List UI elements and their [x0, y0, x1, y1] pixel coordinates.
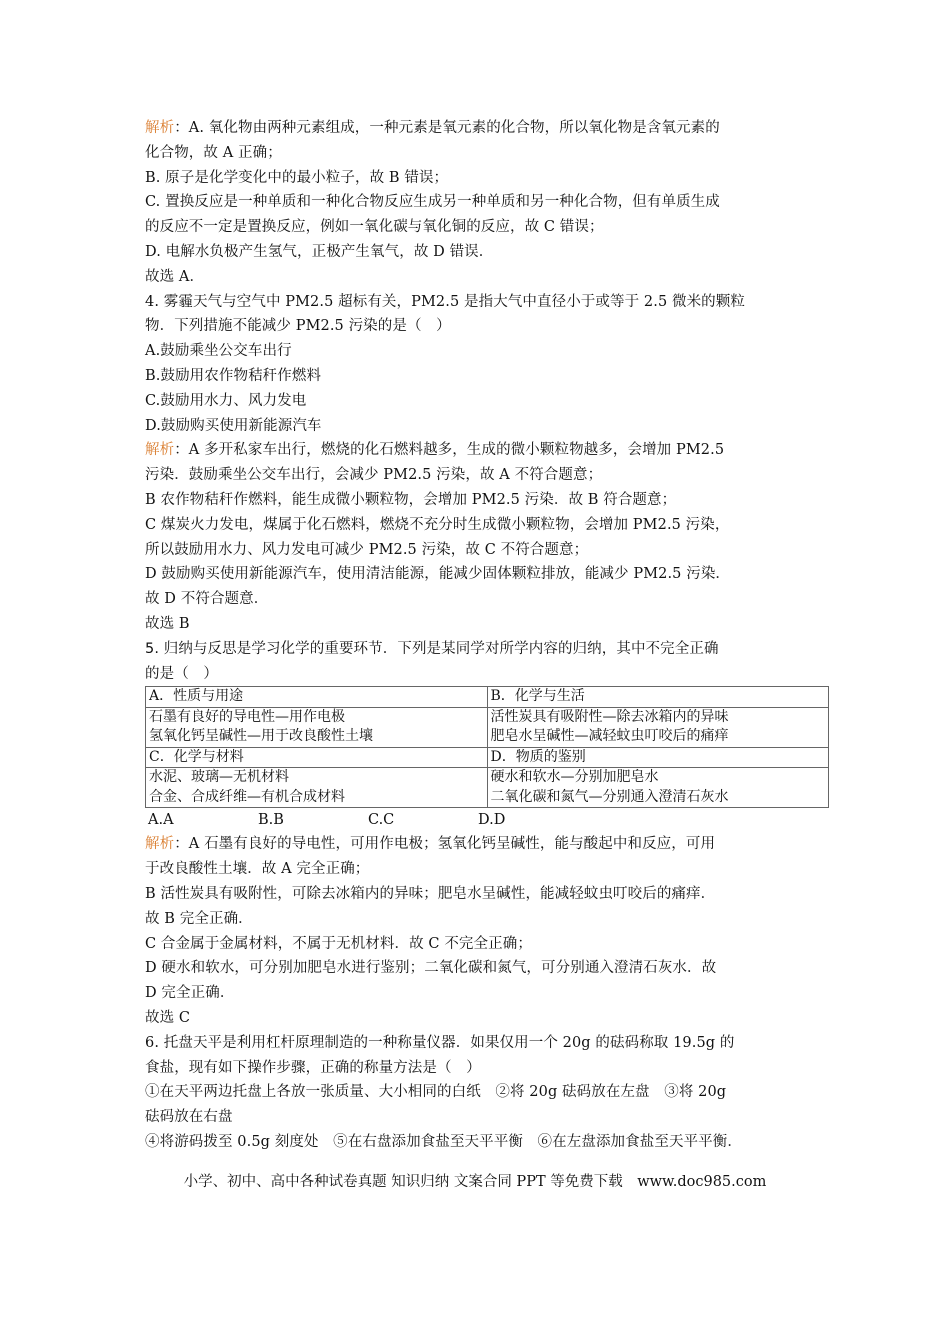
q4-analysis-line: 解析：A 多开私家车出行，燃烧的化石燃料越多，生成的微小颗粒物越多，会增加 PM2.5 [145, 442, 725, 459]
page-footer: 小学、初中、高中各种试卷真题 知识归纳 文案合同 PPT 等免费下载 www.doc985.com [183, 1174, 767, 1190]
q5-analysis-line: B 活性炭具有吸附性，可除去冰箱内的异味；肥皂水呈碱性，能减轻蚊虫叮咬后的痛痒． [145, 885, 716, 902]
table-cell-a-head: A．性质与用途 [146, 687, 488, 708]
q6-steps: 砝码放在右盘 [145, 1109, 233, 1126]
q5-analysis-line: 解析：A 石墨有良好的导电性，可用作电极；氢氧化钙呈碱性，能与酸起中和反应，可用 [145, 836, 716, 853]
q5-option: D.D [478, 812, 506, 829]
q4-analysis-line: C 煤炭火力发电，煤属于化石燃料，燃烧不充分时生成微小颗粒物，会增加 PM2.5 污染， [145, 516, 730, 533]
q5-stem: 的是（ ） [145, 665, 218, 682]
document-body [145, 116, 805, 1155]
q6-stem: 6. 托盘天平是利用杠杆原理制造的一种称量仪器．如果仅用一个 20g 的砝码称取 19.5g 的 [145, 1034, 735, 1051]
table-cell-c-body: 水泥、玻璃—无机材料 合金、合成纤维—有机合成材料 [146, 768, 488, 808]
q6-steps: ④将游码拨至 0.5g 刻度处 ⑤在右盘添加食盐至天平平衡 ⑥在左盘添加食盐至天平平衡． [145, 1133, 742, 1150]
q3-analysis-line: 的反应不一定是置换反应，例如一氧化碳与氧化铜的反应，故 C 错误； [145, 219, 604, 236]
q5-option: B.B [258, 812, 284, 829]
q6-steps: ①在天平两边托盘上各放一张质量、大小相同的白纸 ②将 20g 砝码放在左盘 ③将 20g [145, 1084, 727, 1101]
table-cell-d-head: D．物质的鉴别 [487, 747, 829, 768]
q4-stem: 物．下列措施不能减少 PM2.5 污染的是（ ） [145, 318, 451, 335]
q6-stem: 食盐，现有如下操作步骤，正确的称量方法是（ ） [145, 1059, 481, 1076]
q3-analysis-line: 解析：A. 氧化物由两种元素组成，一种元素是氧元素的化合物，所以氧化物是含氧元素的 [145, 120, 720, 136]
q5-analysis-line: D 完全正确． [145, 985, 235, 1002]
q5-answer: 故选 C [145, 1009, 191, 1026]
q4-option: A.鼓励乘坐公交车出行 [145, 343, 292, 360]
table-cell-d-body: 硬水和软水—分别加肥皂水 二氧化碳和氮气—分别通入澄清石灰水 [487, 768, 829, 808]
q3-analysis-line: C. 置换反应是一种单质和一种化合物反应生成另一种单质和另一种化合物，但有单质生成 [145, 194, 720, 211]
q5-analysis-line: D 硬水和软水，可分别加肥皂水进行鉴别；二氧化碳和氮气，可分别通入澄清石灰水．故 [145, 960, 717, 977]
q5-analysis-line: 于改良酸性土壤．故 A 完全正确； [145, 861, 370, 878]
q5-table [145, 686, 829, 808]
q5-analysis-line: 故 B 完全正确． [145, 910, 253, 927]
q5-options [145, 808, 805, 832]
analysis-label: 解析 [145, 836, 175, 853]
table-cell-b-head: B．化学与生活 [487, 687, 829, 708]
q5-option: C.C [368, 812, 395, 829]
q3-analysis-line: 化合物，故 A 正确； [145, 144, 282, 161]
q5-option: A.A [148, 812, 174, 829]
analysis-label: 解析 [145, 442, 175, 459]
q4-option: C.鼓励用水力、风力发电 [145, 392, 307, 409]
q3-answer: 故选 A． [145, 268, 205, 285]
table-cell-b-body: 活性炭具有吸附性—除去冰箱内的异味 肥皂水呈碱性—减轻蚊虫叮咬后的痛痒 [487, 707, 829, 747]
q3-analysis-line: B. 原子是化学变化中的最小粒子，故 B 错误； [145, 169, 449, 186]
q4-answer: 故选 B [145, 615, 190, 632]
q5-stem: 5. 归纳与反思是学习化学的重要环节．下列是某同学对所学内容的归纳，其中不完全正确 [145, 640, 719, 657]
q5-analysis-line: C 合金属于金属材料，不属于无机材料．故 C 不完全正确； [145, 935, 532, 952]
q4-analysis-line: 所以鼓励用水力、风力发电可减少 PM2.5 污染，故 C 不符合题意； [145, 541, 589, 558]
analysis-label: 解析 [145, 120, 175, 136]
q4-stem: 4. 雾霾天气与空气中 PM2.5 超标有关，PM2.5 是指大气中直径小于或等于 2.5 微米的颗粒 [145, 293, 745, 310]
q4-analysis-line: D 鼓励购买使用新能源汽车，使用清洁能源，能减少固体颗粒排放，能减少 PM2.5 污染． [145, 566, 731, 583]
q4-analysis-line: 污染．鼓励乘坐公交车出行，会减少 PM2.5 污染，故 A 不符合题意； [145, 467, 603, 484]
q4-analysis-line: 故 D 不符合题意． [145, 591, 269, 608]
q4-option: B.鼓励用农作物秸秆作燃料 [145, 367, 322, 384]
table-cell-a-body: 石墨有良好的导电性—用作电极 氢氧化钙呈碱性—用于改良酸性土壤 [146, 707, 488, 747]
q3-analysis-line: D. 电解水负极产生氢气，正极产生氧气，故 D 错误． [145, 243, 494, 260]
table-cell-c-head: C．化学与材料 [146, 747, 488, 768]
q4-option: D.鼓励购买使用新能源汽车 [145, 417, 322, 434]
q4-analysis-line: B 农作物秸秆作燃料，能生成微小颗粒物，会增加 PM2.5 污染．故 B 符合题意； [145, 491, 677, 508]
